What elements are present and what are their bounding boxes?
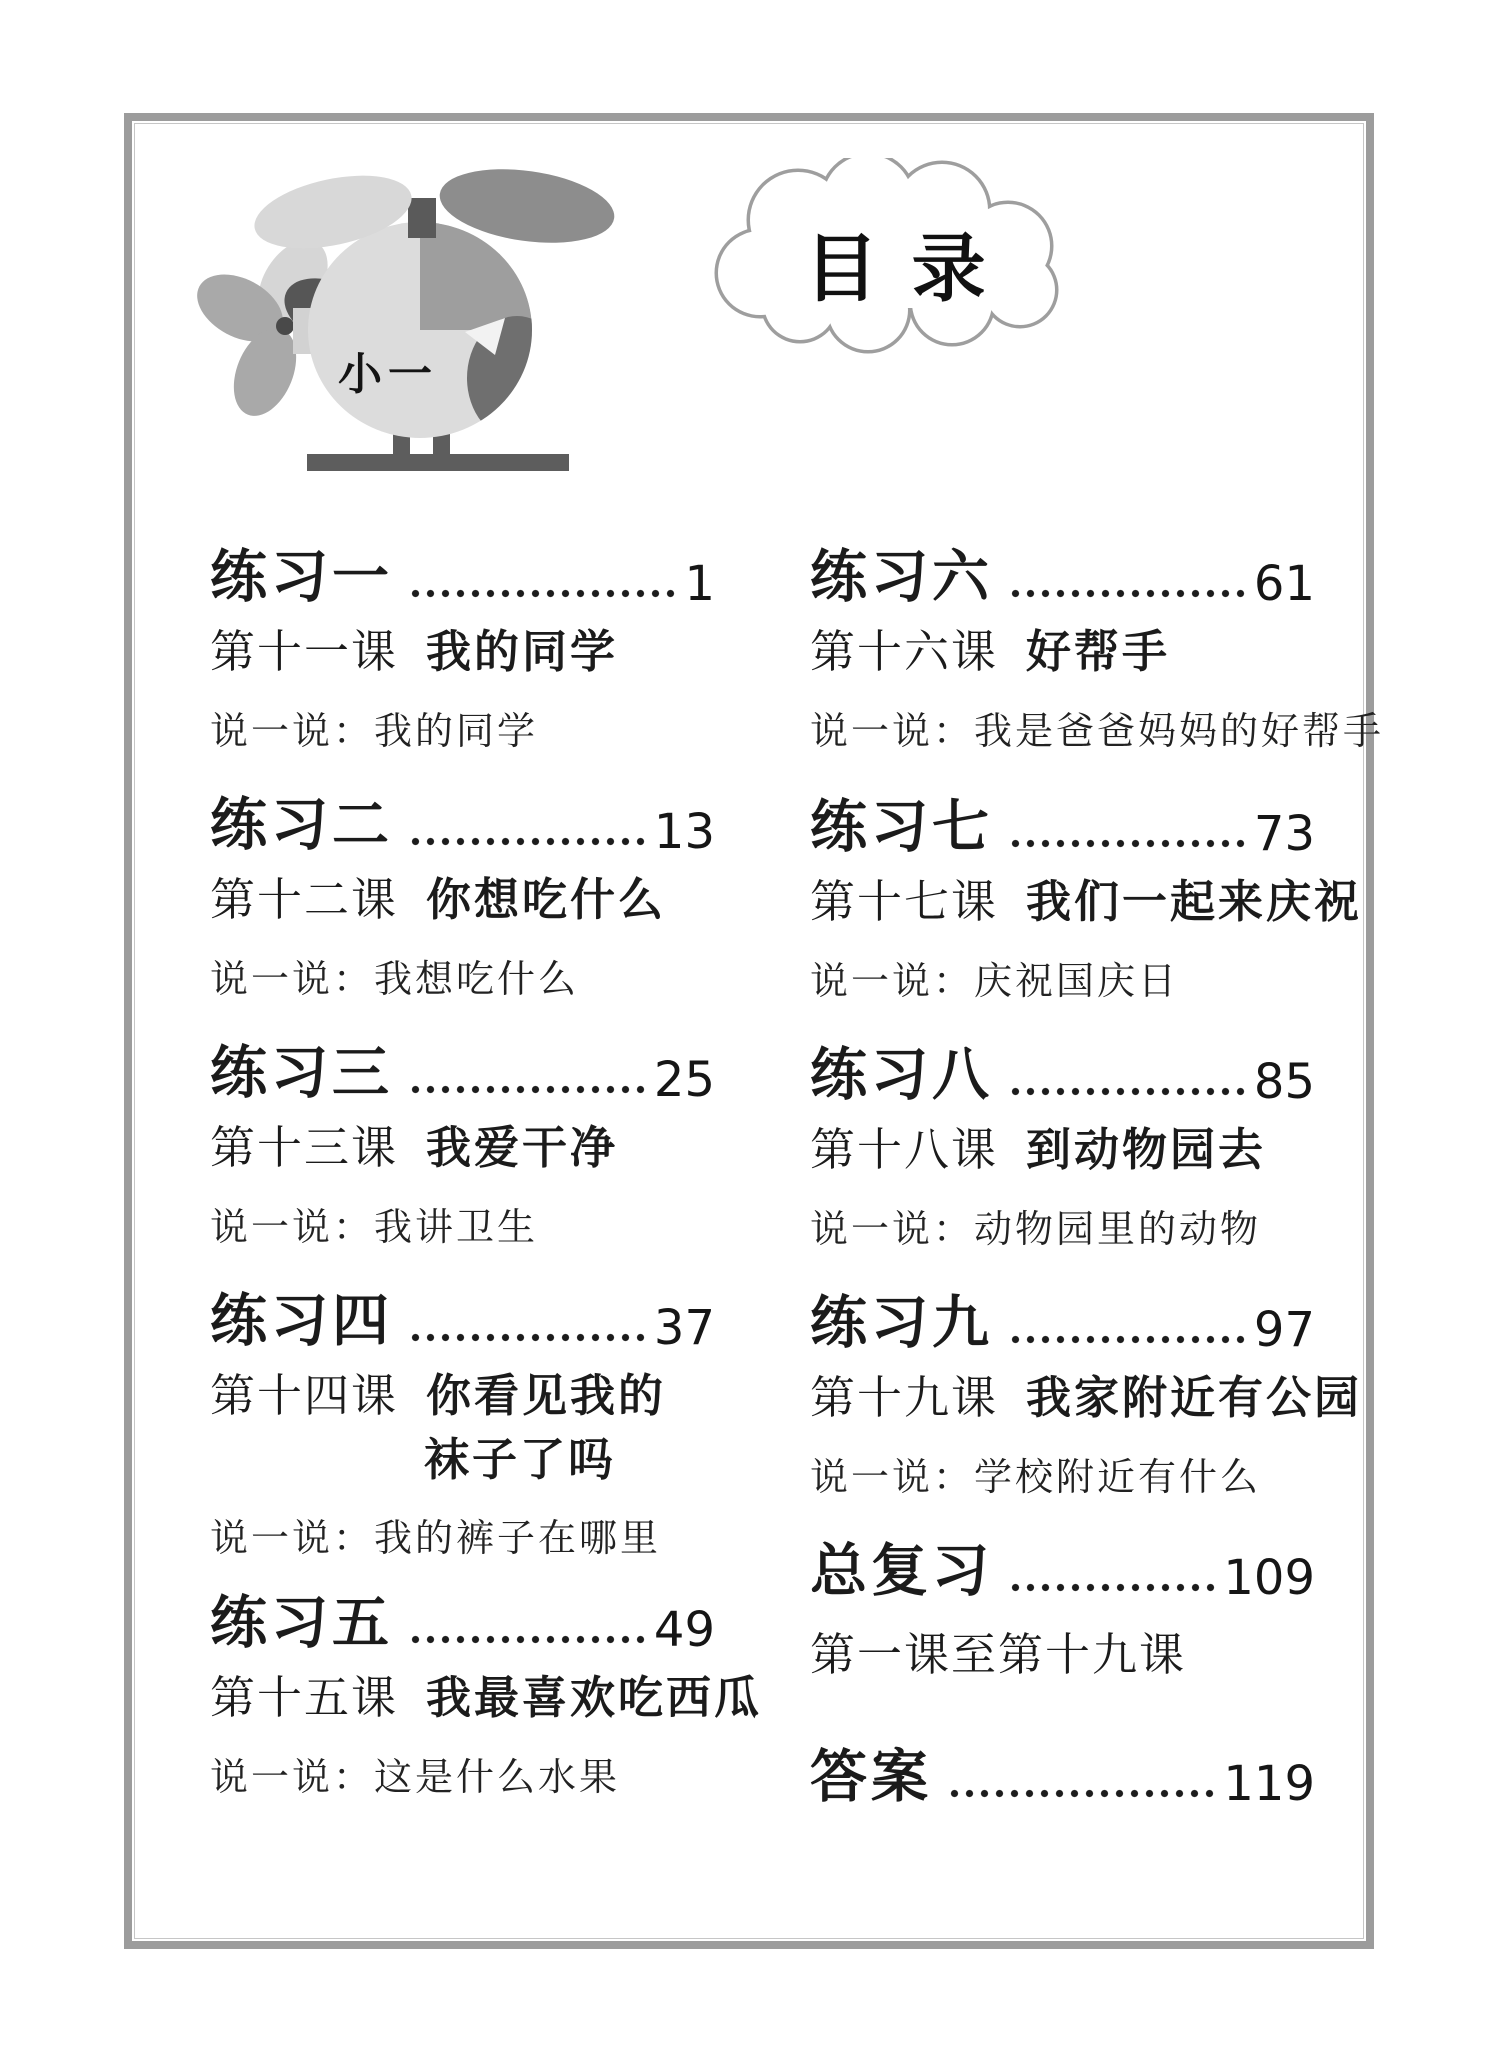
speak-line: 说一说：学校附近有什么 — [810, 1456, 1262, 1499]
dotted-leader — [1011, 1583, 1217, 1592]
page-number: 25 — [653, 1051, 715, 1108]
lesson-title: 我的同学 — [426, 625, 619, 677]
lesson-title: 你想吃什么 — [426, 873, 667, 925]
exercise-title: 练习八 — [810, 1043, 993, 1107]
speak-line: 说一说：我的同学 — [210, 710, 539, 753]
page-number: 73 — [1253, 805, 1315, 862]
toc-entry — [810, 1539, 1315, 1683]
lesson-title: 你看见我的 — [426, 1369, 667, 1421]
exercise-title: 练习七 — [810, 795, 993, 859]
toc-column-right — [810, 545, 1385, 1868]
dotted-leader — [950, 1789, 1217, 1798]
dotted-leader — [411, 837, 648, 846]
grade-label: 小一 — [338, 350, 438, 399]
lesson-number: 第十六课 — [810, 625, 999, 677]
lesson-number: 第十四课 — [210, 1369, 399, 1421]
exercise-title: 答案 — [810, 1745, 932, 1809]
lesson-number: 第十一课 — [210, 625, 399, 677]
speak-line: 说一说：我是爸爸妈妈的好帮手 — [810, 710, 1385, 753]
helicopter-illustration — [165, 140, 645, 480]
toc-entry — [210, 1289, 715, 1562]
lesson-number: 第十九课 — [810, 1371, 999, 1423]
page-number: 85 — [1253, 1053, 1315, 1110]
toc-entry — [810, 1043, 1315, 1253]
dotted-leader — [1011, 1335, 1248, 1344]
lesson-title: 到动物园去 — [1026, 1123, 1267, 1175]
exercise-title: 练习二 — [210, 793, 393, 857]
toc-entry — [210, 1591, 763, 1801]
dotted-leader — [1011, 589, 1248, 598]
exercise-title: 总复习 — [810, 1539, 993, 1603]
lesson-number: 第十三课 — [210, 1121, 399, 1173]
toc-entry — [810, 795, 1363, 1005]
lesson-number: 第十五课 — [210, 1671, 399, 1723]
exercise-title: 练习六 — [810, 545, 993, 609]
lesson-number: 第十七课 — [810, 875, 999, 927]
page-number: 1 — [684, 555, 715, 612]
speak-line: 说一说：我的裤子在哪里 — [210, 1518, 662, 1561]
dotted-leader — [411, 589, 678, 598]
page-number: 119 — [1223, 1755, 1315, 1812]
speak-line: 说一说：我想吃什么 — [210, 958, 580, 1001]
page-number: 109 — [1223, 1549, 1315, 1606]
dotted-leader — [411, 1333, 648, 1342]
lesson-title: 我家附近有公园 — [1026, 1371, 1363, 1423]
page-number: 49 — [653, 1601, 715, 1658]
page-number: 97 — [1253, 1301, 1315, 1358]
dotted-leader — [1011, 1087, 1248, 1096]
dotted-leader — [411, 1085, 648, 1094]
lesson-number: 第十二课 — [210, 873, 399, 925]
toc-entry — [210, 545, 715, 755]
lesson-title: 我们一起来庆祝 — [1026, 875, 1363, 927]
page-number: 13 — [653, 803, 715, 860]
lesson-title: 我爱干净 — [426, 1121, 619, 1173]
speak-line: 说一说：庆祝国庆日 — [810, 960, 1180, 1003]
helicopter-icon — [165, 140, 645, 480]
toc-column-left — [210, 545, 763, 1868]
review-range: 第一课至第十九课 — [810, 1628, 1187, 1680]
exercise-title: 练习五 — [210, 1591, 393, 1655]
dotted-leader — [411, 1635, 648, 1644]
page-number: 61 — [1253, 555, 1315, 612]
page-title: 目录 — [804, 227, 1019, 310]
toc-entry — [810, 1745, 1315, 1812]
page-number: 37 — [653, 1299, 715, 1356]
exercise-title: 练习九 — [810, 1291, 993, 1355]
exercise-title: 练习三 — [210, 1041, 393, 1105]
lesson-title: 我最喜欢吃西瓜 — [426, 1671, 763, 1723]
toc-entry — [210, 1041, 715, 1251]
toc-entry — [810, 1291, 1363, 1501]
toc-entry — [210, 793, 715, 1003]
lesson-title-continued: 袜子了吗 — [424, 1433, 617, 1485]
speak-line: 说一说：这是什么水果 — [210, 1756, 621, 1799]
exercise-title: 练习一 — [210, 545, 393, 609]
toc-entry — [810, 545, 1385, 755]
exercise-title: 练习四 — [210, 1289, 393, 1353]
speak-line: 说一说：动物园里的动物 — [810, 1208, 1262, 1251]
dotted-leader — [1011, 839, 1248, 848]
speak-line: 说一说：我讲卫生 — [210, 1206, 539, 1249]
lesson-title: 好帮手 — [1026, 625, 1171, 677]
lesson-number: 第十八课 — [810, 1123, 999, 1175]
